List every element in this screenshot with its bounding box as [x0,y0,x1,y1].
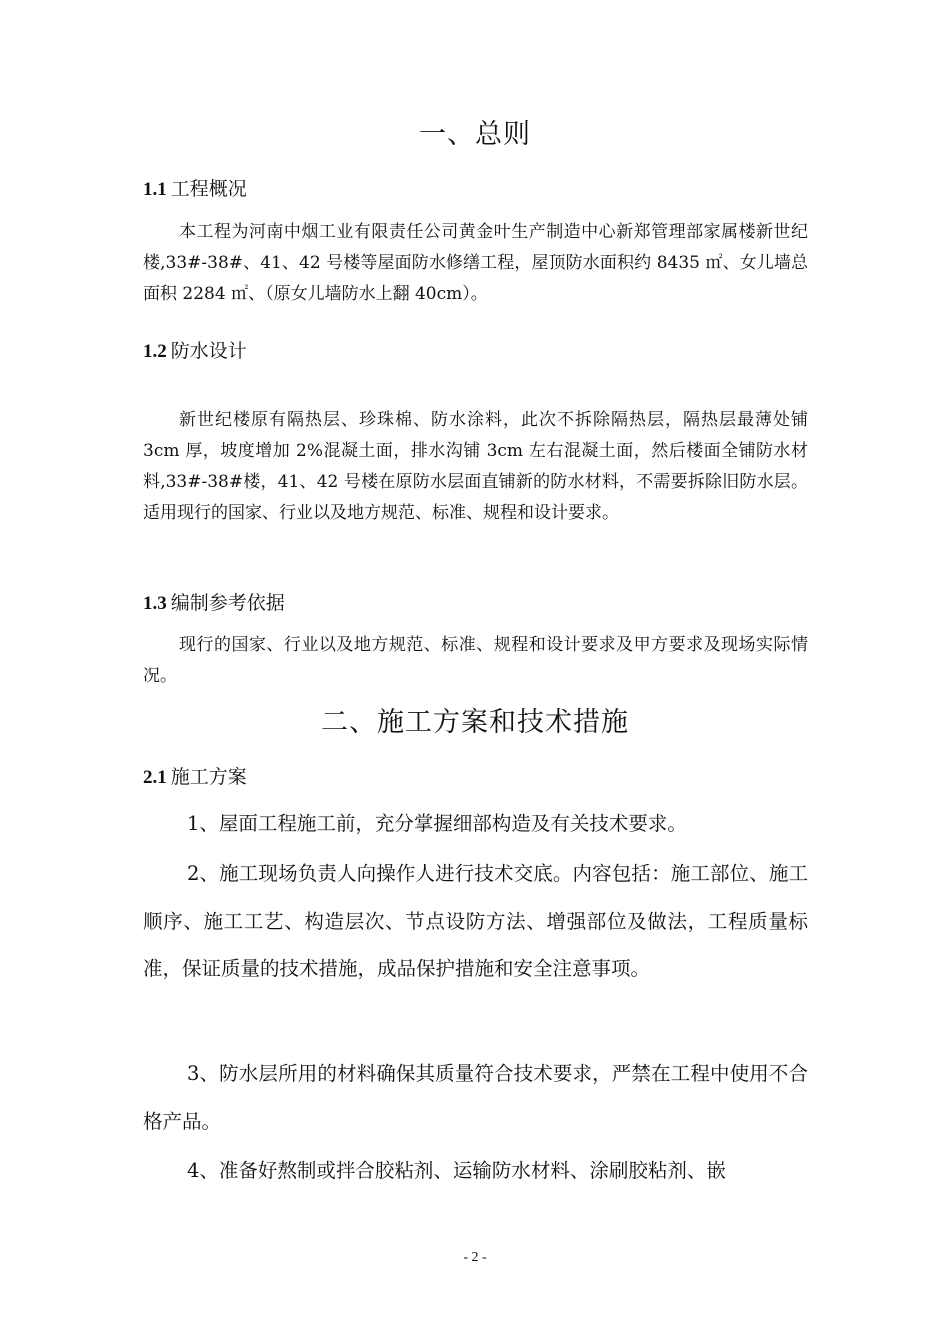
heading-1-3-number: 1.3 [143,593,167,614]
heading-1-2-title: 防水设计 [170,340,247,362]
paragraph-1-1: 本工程为河南中烟工业有限责任公司黄金叶生产制造中心新郑管理部家属楼新世纪楼,33#-38#、41、42 号楼等屋面防水修缮工程，屋顶防水面积约 8435 ㎡、女儿墙总面积 2284 ㎡、（原女儿墙防水上翻 40cm）。 [143,222,808,304]
heading-2-1-number: 2.1 [143,767,167,788]
heading-1-1-number: 1.1 [143,179,167,200]
heading-2-1 [143,762,247,789]
heading-1-3-title: 编制参考依据 [170,592,285,614]
list-item-1: 1、屋面工程施工前，充分掌握细部构造及有关技术要求。 [187,812,687,835]
list-item-3: 3、防水层所用的材料确保其质量符合技术要求，严禁在工程中使用不合格产品。 [143,1062,808,1133]
heading-1-2 [143,336,247,363]
paragraph-1-2: 新世纪楼原有隔热层、珍珠棉、防水涂料，此次不拆除隔热层，隔热层最薄处铺 3cm 厚，坡度增加 2%混凝土面，排水沟铺 3cm 左右混凝土面，然后楼面全铺防水材料,33#-38#楼，41、42 号楼在原防水层面直铺新的防水材料，不需要拆除旧防水层。适用现行的国家、行业以及地方规范、标准、规程和设计要求。 [143,410,808,523]
heading-1-2-number: 1.2 [143,341,167,362]
heading-1-3 [143,588,285,615]
page-number: - 2 - [463,1250,487,1265]
section-2-title: 二、施工方案和技术措施 [321,707,629,738]
paragraph-1-3: 现行的国家、行业以及地方规范、标准、规程和设计要求及甲方要求及现场实际情况。 [143,635,808,686]
heading-2-1-title: 施工方案 [170,766,247,788]
list-item-2: 2、施工现场负责人向操作人进行技术交底。内容包括：施工部位、施工顺序、施工工艺、构造层次、节点设防方法、增强部位及做法，工程质量标准，保证质量的技术措施，成品保护措施和安全注意事项。 [143,862,808,980]
section-1-title: 一、总则 [419,119,531,150]
list-item-4: 4、准备好熬制或拌合胶粘剂、运输防水材料、涂刷胶粘剂、嵌 [187,1159,726,1182]
heading-1-1-title: 工程概况 [170,178,247,200]
heading-1-1 [143,174,247,201]
